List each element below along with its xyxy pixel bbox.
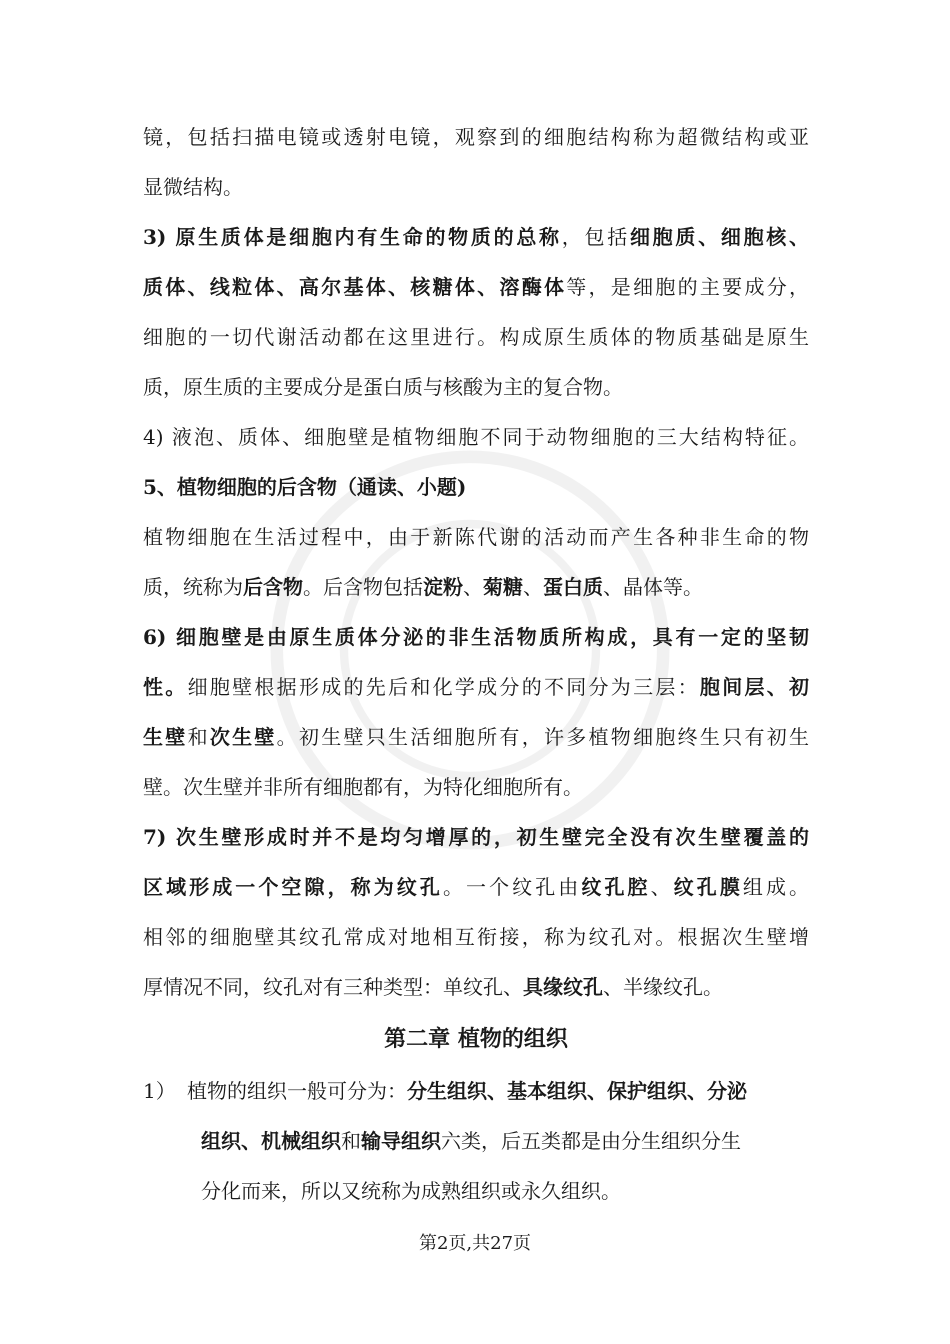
text-line: 植物细胞在生活过程中，由于新陈代谢的活动而产生各种非生命的物 bbox=[143, 525, 809, 549]
text-span: 和 bbox=[187, 725, 210, 749]
text-span: 、半缘纹孔。 bbox=[603, 975, 723, 999]
text-line bbox=[143, 612, 809, 662]
bold-term: 蛋白质 bbox=[543, 575, 603, 599]
text-span: 。一个纹孔由 bbox=[442, 875, 582, 899]
text-span: 六类，后五类都是由分生组织分生 bbox=[441, 1129, 741, 1153]
text-line: 细胞的一切代谢活动都在这里进行。构成原生质体的物质基础是原生 bbox=[143, 325, 809, 349]
text-line: 相邻的细胞壁其纹孔常成对地相互衔接，称为纹孔对。根据次生壁增 bbox=[143, 925, 809, 949]
section-heading bbox=[143, 462, 809, 512]
bold-term: 胞间层、初 bbox=[699, 675, 809, 699]
text-line bbox=[143, 1116, 809, 1166]
bold-term: 菊糖 bbox=[483, 575, 523, 599]
bold-term: 输导组织 bbox=[361, 1129, 441, 1153]
text-span: 植物的组织一般可分为： bbox=[187, 1079, 407, 1103]
bold-term: 细胞质、细胞核、 bbox=[629, 225, 809, 249]
page-number-footer: 第2页,共27页 bbox=[418, 1233, 532, 1254]
bold-term: 淀粉 bbox=[423, 575, 463, 599]
text-span: 组成。 bbox=[742, 875, 809, 899]
text-line bbox=[143, 262, 809, 312]
text-span: ，包括 bbox=[561, 225, 630, 249]
text-line: 壁。次生壁并非所有细胞都有，为特化细胞所有。 bbox=[143, 775, 583, 799]
chapter-title: 第二章 植物的组织 bbox=[384, 1026, 568, 1052]
bold-term: 原生质体是细胞内有生命的物质的总称 bbox=[175, 225, 562, 249]
bold-term: 性。 bbox=[143, 675, 188, 699]
bold-term: 区域形成一个空隙，称为纹孔 bbox=[143, 875, 443, 899]
text-span: 、 bbox=[650, 875, 674, 899]
text-line bbox=[143, 812, 809, 862]
text-line bbox=[143, 562, 809, 612]
text-line bbox=[143, 962, 809, 1012]
bold-term: 后含物 bbox=[243, 575, 303, 599]
item-number: 3) bbox=[143, 225, 167, 249]
document-body bbox=[143, 112, 809, 1216]
bold-term: 具缘纹孔 bbox=[523, 975, 603, 999]
text-line: 4) 液泡、质体、细胞壁是植物细胞不同于动物细胞的三大结构特征。 bbox=[143, 425, 809, 449]
text-line: 显微结构。 bbox=[143, 175, 243, 199]
bold-term: 组织、机械组织 bbox=[201, 1129, 341, 1153]
text-span: 厚情况不同，纹孔对有三种类型：单纹孔、 bbox=[143, 975, 523, 999]
text-span: 细胞壁根据形成的先后和化学成分的不同分为三层： bbox=[187, 675, 700, 699]
item-number: 1） bbox=[143, 1079, 176, 1103]
bold-term: 6) 细胞壁是由原生质体分泌的非生活物质所构成，具有一定的坚韧 bbox=[143, 625, 809, 649]
text-span: 、晶体等。 bbox=[603, 575, 703, 599]
text-span: 。后含物包括 bbox=[303, 575, 423, 599]
text-span: 质，统称为 bbox=[143, 575, 243, 599]
text-line: 分化而来，所以又统称为成熟组织或永久组织。 bbox=[201, 1179, 621, 1203]
text-line: 质，原生质的主要成分是蛋白质与核酸为主的复合物。 bbox=[143, 375, 623, 399]
bold-term: 5、植物细胞的后含物（通读、小题) bbox=[143, 475, 467, 499]
bold-term: 纹孔腔 bbox=[581, 875, 651, 899]
text-line bbox=[143, 662, 809, 712]
text-span: 、 bbox=[523, 575, 543, 599]
text-span: 等，是细胞的主要成分， bbox=[566, 275, 809, 299]
bold-term: 7) 次生壁形成时并不是均匀增厚的，初生壁完全没有次生壁覆盖的 bbox=[143, 825, 809, 849]
text-span: 。初生壁只生活细胞所有，许多植物细胞终生只有初生 bbox=[276, 725, 809, 749]
text-line: 镜，包括扫描电镜或透射电镜，观察到的细胞结构称为超微结构或亚 bbox=[143, 125, 809, 149]
bold-term: 分生组织、基本组织、保护组织、分泌 bbox=[407, 1079, 747, 1103]
text-line bbox=[143, 212, 809, 262]
text-span: 和 bbox=[341, 1129, 361, 1153]
bold-term: 质体、线粒体、高尔基体、核糖体、溶酶体 bbox=[143, 275, 567, 299]
text-line bbox=[143, 1066, 809, 1116]
text-span: 、 bbox=[463, 575, 483, 599]
bold-term: 纹孔膜 bbox=[673, 875, 743, 899]
bold-term: 次生壁 bbox=[209, 725, 277, 749]
text-line bbox=[143, 712, 809, 762]
bold-term: 生壁 bbox=[143, 725, 188, 749]
text-line bbox=[143, 862, 809, 912]
